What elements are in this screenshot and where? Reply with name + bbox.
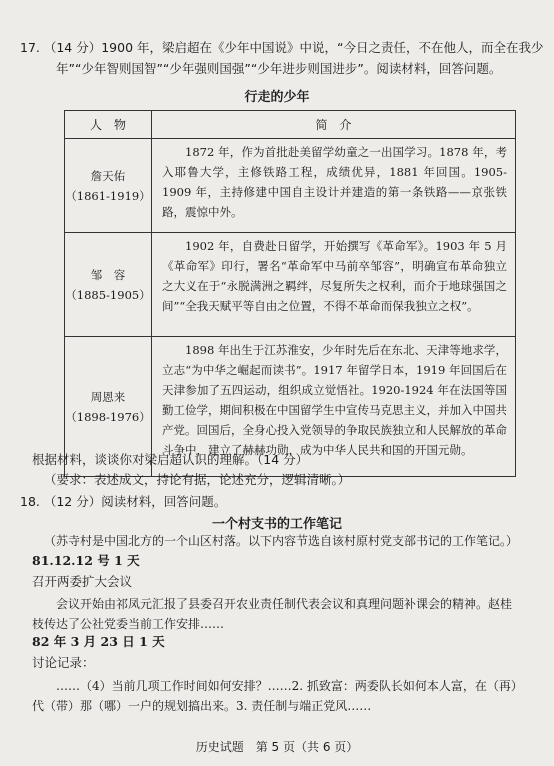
description-text: 1902 年，自费赴日留学，开始撰写《革命军》。1903 年 5 月《革命军》印行，署名“革命军中马前卒邹容”，明确宣布革命独立之大义在于“永脱满洲之羁绊，尽复所失之权利，而介于地球强国之间”“全我天赋平等自由之位置，不得不革命而保我独立之权”。 xyxy=(162,239,507,313)
entry-paragraph xyxy=(32,594,520,634)
person-years: （1861-1919） xyxy=(65,188,151,203)
person-name: 詹天佑 xyxy=(90,168,126,183)
discussion-label: 讨论记录： xyxy=(32,655,95,670)
person-description xyxy=(152,139,516,233)
entry-date: 81.12.12 号 1 天 xyxy=(32,553,140,568)
entry-text: 会议开始由祁凤元汇报了县委召开农业责任制代表会议和真理问题补课会的精神。赵桂枝传达了公社党委当前工作安排…… xyxy=(32,597,513,631)
table-header-row xyxy=(65,111,516,139)
person-name: 周恩来 xyxy=(90,389,126,404)
question-18-heading: 18. （12 分）阅读材料，回答问题。 xyxy=(20,494,227,509)
question-17-prompt-line1: 17. （14 分）1900 年，梁启超在《少年中国说》中说，“今日之责任，不在他人，而全在我少 xyxy=(20,40,544,55)
page-footer: 历史试题 第 5 页（共 6 页） xyxy=(195,740,359,754)
person-cell xyxy=(65,139,152,233)
entry-date: 82 年 3 月 23 日 1 天 xyxy=(32,634,165,649)
question-17-prompt-line2: 年”“少年智则国智”“少年强则国强”“少年进步则国进步”。阅读材料，回答问题。 xyxy=(56,61,502,76)
question-17-requirement: （要求：表述成文，持论有据，论述充分，逻辑清晰。） xyxy=(44,472,351,487)
description-text: 1898 年出生于江苏淮安，少年时先后在东北、天津等地求学，立志“为中华之崛起而读书”。1917 年留学日本，1919 年回国后在天津参加了五四运动，组织成立觉悟社。1920-1924 年在法国等国勤工俭学，期间积极在中国留学生中宣传马克思主义，并加入中国共产党。回国后，全身心投入党领导的争取民族独立和人民解放的革命斗争中，建立了赫赫功勋，成为中华人民共和国的开国元勋。 xyxy=(162,343,507,457)
material-title: 一个村支书的工作笔记 xyxy=(211,517,342,532)
person-years: （1885-1905） xyxy=(65,287,151,302)
table-row xyxy=(65,139,516,233)
material-intro xyxy=(32,531,520,551)
header-person: 人 物 xyxy=(65,111,152,139)
biography-table xyxy=(64,110,516,477)
entry-paragraph xyxy=(32,676,520,716)
person-name: 邹 容 xyxy=(90,267,126,282)
person-cell xyxy=(65,233,152,337)
header-intro: 简 介 xyxy=(152,111,516,139)
question-17-task: 根据材料，谈谈你对梁启超认识的理解。（14 分） xyxy=(32,452,309,467)
entry-text: ……（4）当前几项工作时间如何安排？……2. 抓致富：两委队长如何本人富，在（再）代（带）那（哪）一户的规划搞出来。3. 责任制与端正党风…… xyxy=(32,679,517,713)
description-text: 1872 年，作为首批赴美留学幼童之一出国学习。1878 年，考入耶鲁大学，主修铁路工程，成绩优异，1881 年回国。1905-1909 年，主持修建中国自主设计并建造的第一条铁路——京张铁路，震惊中外。 xyxy=(162,145,507,219)
person-years: （1898-1976） xyxy=(65,409,151,424)
person-description xyxy=(152,233,516,337)
intro-text: （苏寺村是中国北方的一个山区村落。以下内容节选自该村原村党支部书记的工作笔记。） xyxy=(44,534,519,548)
table-row xyxy=(65,233,516,337)
table-title: 行走的少年 xyxy=(244,90,310,105)
entry-meeting-title: 召开两委扩大会议 xyxy=(32,574,133,589)
